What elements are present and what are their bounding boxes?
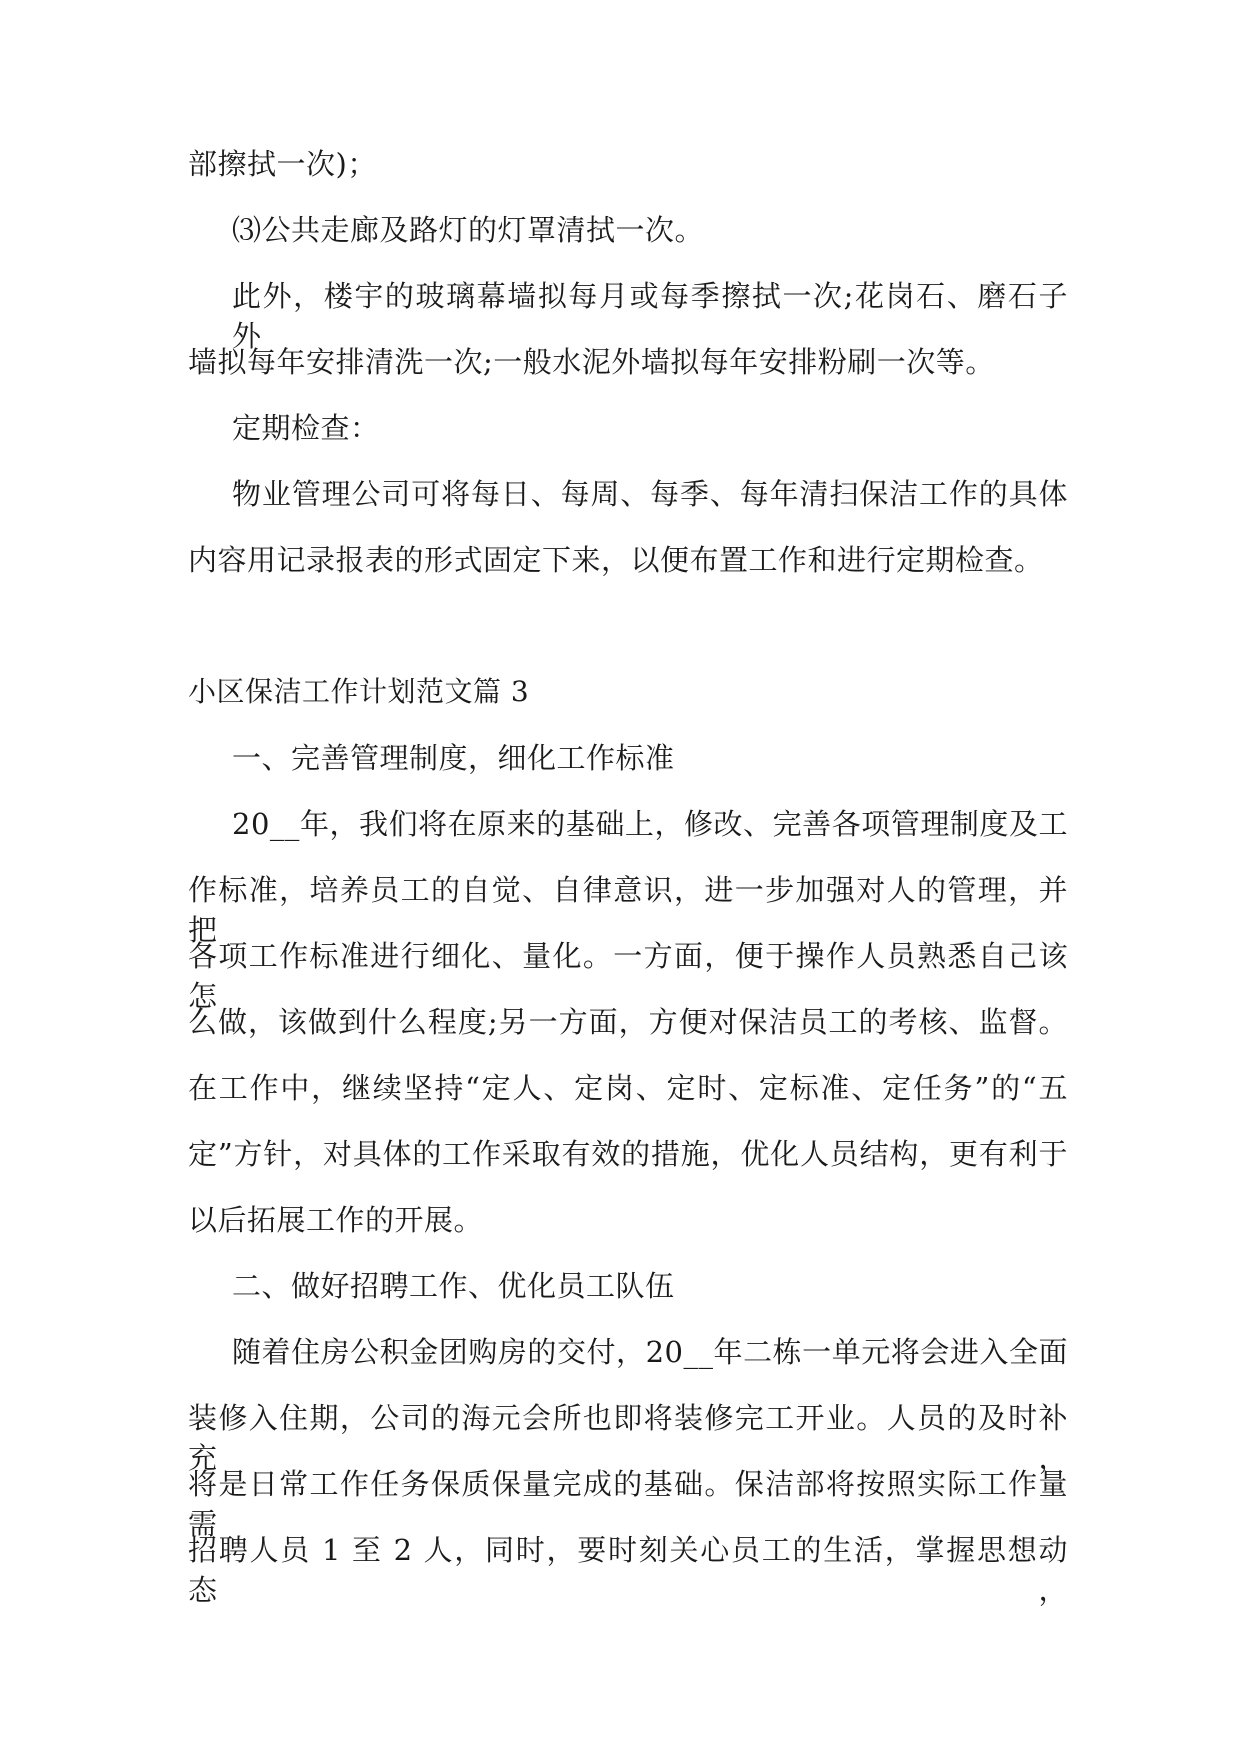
paragraph-line: 定”方针，对具体的工作采取有效的措施，优化人员结构，更有利于 (188, 1137, 1068, 1171)
section-heading: 一、完善管理制度，细化工作标准 (232, 741, 675, 775)
paragraph-line: 在工作中，继续坚持“定人、定岗、定时、定标准、定任务”的“五 (188, 1071, 1068, 1105)
paragraph-line: 20__年，我们将在原来的基础上，修改、完善各项管理制度及工 (232, 807, 1068, 841)
paragraph-line: 作标准，培养员工的自觉、自律意识，进一步加强对人的管理，并把 (188, 873, 1068, 947)
paragraph-line: 装修入住期，公司的海元会所也即将装修完工开业。人员的及时补充， (188, 1401, 1068, 1475)
paragraph-line: 招聘人员 1 至 2 人，同时，要时刻关心员工的生活，掌握思想动态， (188, 1533, 1068, 1607)
paragraph-line: 部擦拭一次)； (188, 147, 377, 181)
subheading: 定期检查： (232, 411, 380, 445)
paragraph-line: 墙拟每年安排清洗一次;一般水泥外墙拟每年安排粉刷一次等。 (188, 345, 995, 379)
paragraph-line: 以后拓展工作的开展。 (188, 1203, 484, 1237)
list-item: ⑶公共走廊及路灯的灯罩清拭一次。 (232, 213, 705, 247)
paragraph-line: 内容用记录报表的形式固定下来，以便布置工作和进行定期检查。 (188, 543, 1044, 577)
paragraph-line: 么做，该做到什么程度;另一方面，方便对保洁员工的考核、监督。 (188, 1005, 1068, 1039)
paragraph-line: 随着住房公积金团购房的交付，20__年二栋一单元将会进入全面 (232, 1335, 1068, 1369)
section-heading: 二、做好招聘工作、优化员工队伍 (232, 1269, 675, 1303)
paragraph-line: 将是日常工作任务保质保量完成的基础。保洁部将按照实际工作量需 (188, 1467, 1068, 1541)
paragraph-line: 各项工作标准进行细化、量化。一方面，便于操作人员熟悉自己该怎 (188, 939, 1068, 1013)
paragraph-line: 此外，楼宇的玻璃幕墙拟每月或每季擦拭一次;花岗石、磨石子外 (232, 279, 1068, 353)
paragraph-line: 物业管理公司可将每日、每周、每季、每年清扫保洁工作的具体 (232, 477, 1068, 511)
section-title: 小区保洁工作计划范文篇 3 (188, 675, 530, 708)
